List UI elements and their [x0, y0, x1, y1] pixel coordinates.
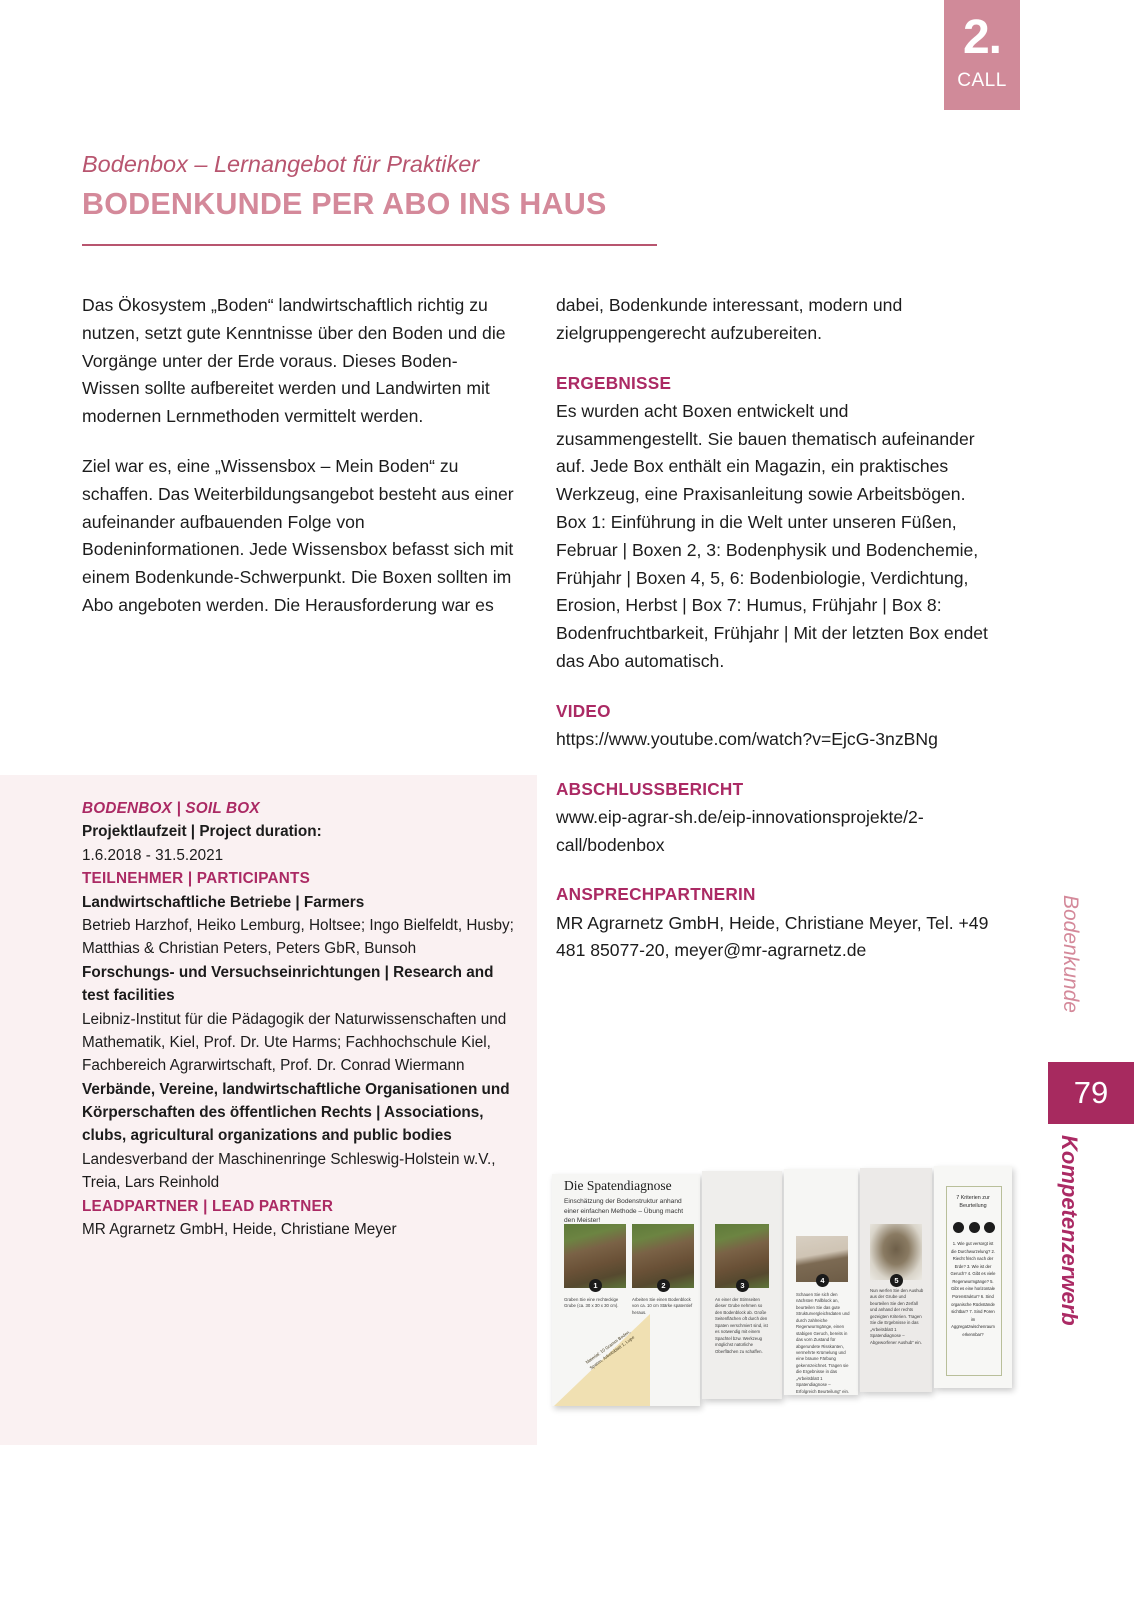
right-text-column	[556, 292, 998, 987]
page-number-badge	[1048, 1062, 1134, 1124]
info-associations-value: Landesverband der Maschinenringe Schleswig-Holstein w.V., Treia, Lars Reinhold	[82, 1150, 496, 1192]
heading-video: VIDEO	[556, 700, 611, 721]
left-paragraph-2: Ziel war es, eine „Wissensbox – Mein Boden“ zu schaffen. Das Weiterbildungsangebot besteht aus einer aufeinander aufbauenden Folge von Bodeninformationen. Jede Wissensbox befasst sich mit einem Bodenkunde-Schwerpunkt. Die Boxen sollten im Abo angeboten werden. Die Herausforderung war es	[82, 455, 514, 615]
contact-details: MR Agrarnetz GmbH, Heide, Christiane Meyer, Tel. +49 481 85077-20, meyer@mr-agrarnetz.de	[556, 912, 989, 961]
left-paragraph-1: Das Ökosystem „Boden“ landwirtschaftlich richtig zu nutzen, setzt gute Kenntnisse über den Boden und die Vorgänge unter der Erde voraus. Dieses Boden-Wissen sollte aufbereitet werden und Landwirten mit modernen Lernmethoden vermittelt werden.	[82, 295, 506, 427]
page-number: 79	[1073, 1075, 1109, 1110]
brochure-subtitle: Einschätzung der Bodenstruktur anhand einer einfachen Methode – Übung macht den Meister!	[564, 1198, 684, 1225]
project-info-content	[82, 797, 514, 1241]
info-duration-value: 1.6.2018 - 31.5.2021	[82, 846, 224, 864]
brochure-criteria-icons	[953, 1222, 995, 1233]
call-number: 2.	[962, 11, 1002, 64]
criteria-icon-3	[984, 1222, 995, 1233]
info-leadpartner-heading: LEADPARTNER | LEAD PARTNER	[82, 1197, 334, 1215]
page-header	[82, 150, 662, 246]
page-kicker: Bodenbox – Lernangebot für Praktiker	[82, 151, 480, 177]
info-duration-label: Projektlaufzeit | Project duration:	[82, 823, 322, 841]
brochure-soil-crumb-photo	[870, 1224, 922, 1280]
info-farmers-label: Landwirtschaftliche Betriebe | Farmers	[82, 893, 365, 911]
ergebnisse-paragraph-2: Box 1: Einführung in die Welt unter unseren Füßen, Februar | Boxen 2, 3: Bodenphysik und Bodenchemie, Frühjahr | Boxen 4, 5, 6: Bodenbiologie, Verdichtung, Erosion, Herbst | Box 7: Humus, Frühjahr | Box 8: Bodenfruchtbarkeit, Frühjahr | Mit der letzten Box endet das Abo automatisch.	[556, 511, 988, 671]
left-text-column	[82, 292, 514, 620]
brochure-caption-1: Graben Sie eine rechteckige Grube (ca. 30 x 30 x 30 cm).	[564, 1297, 619, 1309]
brochure-corner-text: Material: 10 Gramm Boden, Spaten, Arbeitsblatt 1, Lupe	[584, 1329, 636, 1371]
sidebar-topic-label: Bodenkunde	[1059, 895, 1082, 1013]
info-participants-heading: TEILNEHMER | PARTICIPANTS	[82, 870, 310, 888]
report-url[interactable]: www.eip-agrar-sh.de/eip-innovationsprojekte/2-call/bodenbox	[556, 806, 924, 855]
sidebar-category-label: Kompetenzerwerb	[1057, 1135, 1082, 1326]
brochure-step-marker-2: 2	[657, 1279, 670, 1292]
ergebnisse-paragraph-1: Es wurden acht Boxen entwickelt und zusammengestellt. Sie bauen thematisch aufeinander auf. Jede Box enthält ein Magazin, ein praktisches Werkzeug, eine Praxisanleitung sowie Arbeitsbögen.	[556, 400, 975, 505]
heading-ansprechpartnerin: ANSPRECHPARTNERIN	[556, 884, 756, 905]
project-info-panel	[0, 775, 537, 1445]
call-label: CALL	[957, 70, 1007, 91]
info-research-value: Leibniz-Institut für die Pädagogik der Naturwissenschaften und Mathematik, Kiel, Prof. Dr. Ute Harms; Fachhochschule Kiel, Fachbereich Agrarwirtschaft, Prof. Dr. Conrad Wiermann	[82, 1010, 507, 1075]
brochure-photo	[552, 1164, 1012, 1409]
brochure-step-marker-4: 4	[816, 1274, 829, 1287]
brochure-criteria-title: 7 Kriterien zur Beurteilung	[956, 1195, 990, 1210]
brochure-criteria-list: 1. Wie gut versorgt ist die Durchwurzelung? 2. Riecht frisch nach der Erde? 3. Wie ist der Geruch? 4. Gibt es viele Regenwurmgänge? 5. Gibt es eine horizontale Porenstruktur? 6. Sind organische Rückstände sichtbar? 7. Sind Poren im Aggregatzwischenraum erkennbar?	[950, 1241, 996, 1337]
intro-continuation: dabei, Bodenkunde interessant, modern und zielgruppengerecht aufzubereiten.	[556, 295, 903, 343]
info-leadpartner-value: MR Agrarnetz GmbH, Heide, Christiane Meyer	[82, 1221, 397, 1239]
brochure-caption-4: Schauen Sie sich den nächsten Fallblock an, beurteilen Sie das gute Strukturvergleichsdaten und durch zahlreiche Regenwurmgänge, einen stabigen Geruch, bereits in das vorn Zustand für abgerundete Risskanten, vermehrte Krümelung und eine braune Färbung gekennzeichnet. Tragen sie die Ergebnisse in das „Arbeitsblatt 1 Spatendiagnose – Erfolgreich Beurteilung“ ein.	[796, 1292, 850, 1394]
page-title: BODENKUNDE PER ABO INS HAUS	[82, 187, 607, 222]
brochure-step-marker-3: 3	[736, 1279, 749, 1292]
info-project-title: BODENBOX | SOIL BOX	[82, 800, 260, 817]
brochure-step-marker-1: 1	[589, 1279, 602, 1292]
brochure-step-marker-5: 5	[890, 1274, 903, 1287]
call-badge	[944, 0, 1020, 110]
brochure-caption-5: Nun werfen Sie den Aushub aus der Grube und beurteilen Sie den Zerfall und anhand der rechts gezeigten Kriterien. Tragen Sie die Ergebnisse in das „Arbeitsblatt 1 Spatendiagnose – Abgeworfener Aushub“ ein.	[870, 1288, 924, 1345]
info-associations-label: Verbände, Vereine, landwirtschaftliche Organisationen und Körperschaften des öffentlichen Rechts | Associations, clubs, agricultural organizations and public bodies	[82, 1080, 510, 1145]
heading-ergebnisse: ERGEBNISSE	[556, 372, 672, 393]
info-farmers-value: Betrieb Harzhof, Heiko Lemburg, Holtsee; Ingo Bielfeldt, Husby; Matthias & Christian Peters, Peters GbR, Bunsoh	[82, 916, 514, 958]
criteria-icon-1	[953, 1222, 964, 1233]
info-research-label: Forschungs- und Versuchseinrichtungen | Research and test facilities	[82, 963, 494, 1005]
brochure-caption-2: Arbeiten Sie einen Bodenblock von ca. 10 cm Stärke spatentief heraus.	[632, 1297, 693, 1315]
criteria-icon-2	[969, 1222, 980, 1233]
brochure-title: Die Spatendiagnose	[564, 1178, 672, 1193]
heading-abschlussbericht: ABSCHLUSSBERICHT	[556, 778, 744, 799]
brochure-caption-3: An einer der Stirnseiten dieser Grube nehmen so den Bodenblock ab. Große Seitenflächen oft durch den Spaten verschmiert sind, ist es notwendig mit einem Spachtel bzw. Werkzeug möglichst natürliche Oberflächen zu schaffen.	[715, 1297, 768, 1354]
header-divider	[82, 244, 657, 246]
video-url[interactable]: https://www.youtube.com/watch?v=EjcG-3nzBNg	[556, 728, 938, 749]
